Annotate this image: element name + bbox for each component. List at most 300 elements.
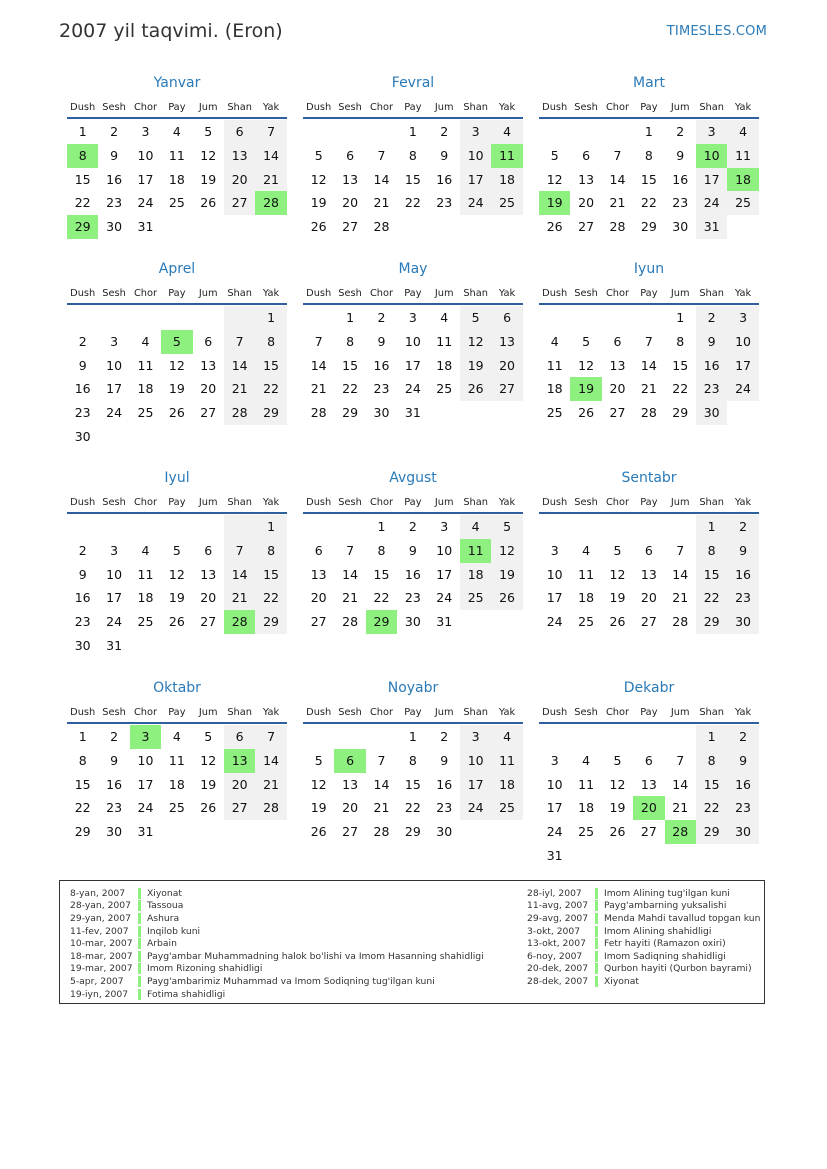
day-cell: 18 <box>727 168 758 192</box>
day-cell: 26 <box>491 586 522 610</box>
empty-cell <box>161 215 192 239</box>
day-cell: 5 <box>314 147 323 163</box>
weekday-label: Chor <box>605 287 630 299</box>
legend-marker <box>138 976 141 987</box>
empty-cell <box>665 725 696 749</box>
empty-cell <box>161 306 192 330</box>
day-grid <box>303 725 523 844</box>
day-cell: 25 <box>168 195 185 211</box>
empty-cell <box>602 515 633 539</box>
weekday-label: Sesh <box>574 496 598 508</box>
weekday-label: Dush <box>542 496 568 508</box>
month-name: Iyul <box>164 470 190 486</box>
legend-row <box>70 963 484 976</box>
day-cell: 15 <box>373 566 390 582</box>
day-cell: 2 <box>727 515 758 539</box>
day-cell: 17 <box>404 357 421 373</box>
weekday-label: Pay <box>168 287 186 299</box>
day-cell: 28 <box>672 614 689 630</box>
legend-marker <box>138 900 141 911</box>
legend-row <box>527 937 760 950</box>
legend-date: 19-mar, 2007 <box>70 963 133 975</box>
legend-row <box>70 988 484 1001</box>
day-cell: 30 <box>404 614 421 630</box>
month-dekabr <box>539 678 759 868</box>
weekday-label: Shan <box>699 287 724 299</box>
day-cell: 19 <box>609 800 626 816</box>
day-cell: 23 <box>74 405 91 421</box>
day-grid <box>67 725 287 844</box>
legend-date: 3-okt, 2007 <box>527 925 581 937</box>
day-cell: 8 <box>696 749 727 773</box>
weekday-label: Dush <box>542 287 568 299</box>
day-cell: 22 <box>373 590 390 606</box>
day-cell: 16 <box>727 563 758 587</box>
day-cell: 1 <box>78 729 87 744</box>
holiday-legend <box>59 880 765 1004</box>
day-cell: 24 <box>696 191 727 215</box>
empty-cell <box>570 844 601 868</box>
weekday-header <box>67 492 287 514</box>
day-cell: 21 <box>224 586 255 610</box>
empty-cell <box>161 634 192 658</box>
day-cell: 16 <box>436 776 453 792</box>
day-cell: 26 <box>310 824 327 840</box>
day-cell: 19 <box>200 171 217 187</box>
day-cell: 21 <box>310 381 327 397</box>
empty-cell <box>460 610 491 634</box>
legend-holiday-name: Payg'ambarimiz Muhammad va Imom Sodiqning tug'ilgan kuni <box>147 975 435 987</box>
day-cell: 13 <box>640 776 657 792</box>
legend-holiday-name: Fetr hayiti (Ramazon oxiri) <box>604 938 726 950</box>
day-cell: 3 <box>460 725 491 749</box>
day-cell: 9 <box>440 752 449 768</box>
day-cell: 7 <box>255 120 286 144</box>
day-cell: 28 <box>373 824 390 840</box>
month-name: Fevral <box>391 75 435 91</box>
empty-cell <box>161 515 192 539</box>
day-cell: 28 <box>224 610 255 634</box>
day-cell: 28 <box>609 219 626 235</box>
weekday-label: Shan <box>227 287 252 299</box>
day-cell: 10 <box>436 542 453 558</box>
day-cell: 25 <box>546 405 563 421</box>
day-cell: 18 <box>578 800 595 816</box>
day-cell: 5 <box>204 729 213 744</box>
day-cell: 10 <box>106 566 123 582</box>
weekday-label: Yak <box>734 287 752 299</box>
weekday-label: Yak <box>498 101 516 113</box>
day-cell: 16 <box>106 171 123 187</box>
day-cell: 8 <box>696 539 727 563</box>
day-cell: 28 <box>255 796 286 820</box>
weekday-label: Pay <box>168 706 186 718</box>
day-cell: 12 <box>578 357 595 373</box>
day-cell: 22 <box>255 586 286 610</box>
legend-row <box>527 887 760 900</box>
day-cell: 3 <box>408 310 417 325</box>
day-cell: 11 <box>491 749 522 773</box>
empty-cell <box>539 120 570 144</box>
weekday-label: Yak <box>734 706 752 718</box>
weekday-label: Jum <box>670 287 690 299</box>
legend-marker <box>138 938 141 949</box>
weekday-header <box>303 492 523 514</box>
day-cell: 24 <box>436 590 453 606</box>
weekday-label: Pay <box>404 101 422 113</box>
day-cell: 26 <box>168 405 185 421</box>
page-title: 2007 yil taqvimi. (Eron) <box>59 20 283 42</box>
legend-marker <box>595 926 598 937</box>
day-cell: 9 <box>440 147 449 163</box>
month-avgust <box>303 468 523 634</box>
day-cell: 24 <box>727 377 758 401</box>
empty-cell <box>193 306 224 330</box>
day-cell: 18 <box>491 773 522 797</box>
day-cell: 19 <box>570 377 601 401</box>
day-cell: 15 <box>672 357 689 373</box>
day-cell: 28 <box>255 191 286 215</box>
day-cell: 6 <box>204 333 213 349</box>
day-cell: 22 <box>74 800 91 816</box>
day-cell: 20 <box>342 800 359 816</box>
empty-cell <box>570 515 601 539</box>
day-cell: 29 <box>672 405 689 421</box>
day-cell: 21 <box>373 800 390 816</box>
legend-holiday-name: Imom Sadiqning shahidligi <box>604 950 726 962</box>
day-cell: 25 <box>727 191 758 215</box>
day-cell: 9 <box>676 147 685 163</box>
legend-date: 19-iyn, 2007 <box>70 988 129 1000</box>
empty-cell <box>193 425 224 449</box>
day-grid <box>539 120 759 239</box>
day-cell: 16 <box>106 776 123 792</box>
empty-cell <box>491 401 522 425</box>
empty-cell <box>255 215 286 239</box>
day-cell: 25 <box>491 796 522 820</box>
weekday-label: Sesh <box>102 101 126 113</box>
empty-cell <box>130 306 161 330</box>
weekday-label: Sesh <box>102 287 126 299</box>
day-cell: 12 <box>168 357 185 373</box>
day-cell: 27 <box>491 377 522 401</box>
day-cell: 17 <box>460 773 491 797</box>
day-cell: 24 <box>137 195 154 211</box>
day-cell: 1 <box>644 124 653 139</box>
weekday-header <box>67 702 287 724</box>
weekday-label: Dush <box>542 101 568 113</box>
day-cell: 18 <box>137 590 154 606</box>
legend-row <box>70 975 484 988</box>
legend-row <box>70 887 484 900</box>
day-cell: 15 <box>342 357 359 373</box>
weekday-label: Sesh <box>102 706 126 718</box>
weekday-label: Shan <box>699 101 724 113</box>
empty-cell <box>303 725 334 749</box>
day-cell: 1 <box>676 310 685 325</box>
day-cell: 6 <box>613 333 622 349</box>
day-cell: 1 <box>408 729 417 744</box>
day-cell: 21 <box>224 377 255 401</box>
day-grid <box>539 306 759 425</box>
weekday-label: Pay <box>640 101 658 113</box>
day-cell: 28 <box>224 401 255 425</box>
day-cell: 25 <box>436 381 453 397</box>
day-cell: 27 <box>640 824 657 840</box>
day-cell: 24 <box>546 614 563 630</box>
brand-link[interactable]: TIMESLES.COM <box>666 24 767 39</box>
legend-row <box>70 912 484 925</box>
empty-cell <box>334 725 365 749</box>
day-cell: 30 <box>106 219 123 235</box>
legend-holiday-name: Fotima shahidligi <box>147 988 226 1000</box>
legend-marker <box>138 951 141 962</box>
day-cell: 11 <box>460 539 491 563</box>
day-cell: 6 <box>644 752 653 768</box>
day-cell: 4 <box>141 333 150 349</box>
day-cell: 23 <box>727 586 758 610</box>
legend-marker <box>595 951 598 962</box>
weekday-label: Dush <box>306 706 332 718</box>
day-cell: 31 <box>106 637 123 653</box>
empty-cell <box>161 425 192 449</box>
legend-row <box>70 950 484 963</box>
weekday-label: Sesh <box>338 706 362 718</box>
day-cell: 26 <box>200 800 217 816</box>
day-cell: 10 <box>137 752 154 768</box>
day-cell: 1 <box>696 515 727 539</box>
day-cell: 5 <box>460 306 491 330</box>
day-cell: 29 <box>255 610 286 634</box>
day-cell: 14 <box>224 354 255 378</box>
day-cell: 22 <box>672 381 689 397</box>
weekday-label: Pay <box>168 496 186 508</box>
day-cell: 3 <box>440 519 449 534</box>
empty-cell <box>539 306 570 330</box>
day-cell: 20 <box>224 773 255 797</box>
day-cell: 23 <box>74 614 91 630</box>
month-name: Avgust <box>389 470 437 486</box>
day-cell: 24 <box>137 800 154 816</box>
legend-row <box>527 912 760 925</box>
day-cell: 5 <box>582 333 591 349</box>
day-cell: 27 <box>200 405 217 421</box>
day-cell: 14 <box>224 563 255 587</box>
day-cell: 1 <box>78 124 87 139</box>
day-cell: 7 <box>314 333 323 349</box>
empty-cell <box>366 725 397 749</box>
weekday-header <box>539 97 759 119</box>
weekday-label: Yak <box>498 496 516 508</box>
legend-column-right <box>527 887 760 988</box>
empty-cell <box>727 215 758 239</box>
weekday-label: Dush <box>70 287 96 299</box>
empty-cell <box>67 306 98 330</box>
day-cell: 16 <box>436 171 453 187</box>
day-cell: 14 <box>255 749 286 773</box>
day-cell: 19 <box>200 776 217 792</box>
day-cell: 3 <box>550 752 559 768</box>
weekday-label: Jum <box>198 101 218 113</box>
day-cell: 2 <box>727 725 758 749</box>
day-cell: 26 <box>310 219 327 235</box>
day-cell: 26 <box>460 377 491 401</box>
day-cell: 13 <box>224 144 255 168</box>
day-cell: 2 <box>110 729 119 744</box>
weekday-label: Pay <box>404 287 422 299</box>
weekday-label: Jum <box>670 706 690 718</box>
day-cell: 23 <box>727 796 758 820</box>
weekday-label: Yak <box>734 101 752 113</box>
day-cell: 29 <box>255 401 286 425</box>
weekday-header <box>303 702 523 724</box>
day-cell: 24 <box>106 614 123 630</box>
day-cell: 24 <box>460 191 491 215</box>
day-cell: 27 <box>609 405 626 421</box>
empty-cell <box>98 515 129 539</box>
day-cell: 7 <box>676 542 685 558</box>
day-cell: 3 <box>550 542 559 558</box>
day-cell: 24 <box>106 405 123 421</box>
empty-cell <box>633 844 664 868</box>
month-sentabr <box>539 468 759 634</box>
day-cell: 29 <box>696 820 727 844</box>
legend-row <box>527 950 760 963</box>
day-cell: 13 <box>342 776 359 792</box>
legend-marker <box>595 963 598 974</box>
legend-holiday-name: Imom Rizoning shahidligi <box>147 963 263 975</box>
weekday-label: Yak <box>262 287 280 299</box>
legend-holiday-name: Payg'ambarning yuksalishi <box>604 900 727 912</box>
weekday-label: Pay <box>640 706 658 718</box>
day-cell: 18 <box>546 381 563 397</box>
day-cell: 11 <box>578 566 595 582</box>
day-cell: 25 <box>578 614 595 630</box>
empty-cell <box>570 120 601 144</box>
day-cell: 22 <box>696 796 727 820</box>
day-cell: 16 <box>696 354 727 378</box>
weekday-label: Pay <box>168 101 186 113</box>
legend-date: 28-iyl, 2007 <box>527 887 582 899</box>
legend-marker <box>138 963 141 974</box>
legend-holiday-name: Arbain <box>147 938 177 950</box>
day-cell: 27 <box>342 824 359 840</box>
day-cell: 8 <box>67 144 98 168</box>
day-cell: 6 <box>314 542 323 558</box>
legend-date: 28-yan, 2007 <box>70 900 131 912</box>
day-cell: 14 <box>672 776 689 792</box>
day-grid <box>67 515 287 658</box>
weekday-label: Shan <box>227 101 252 113</box>
day-cell: 31 <box>696 215 727 239</box>
day-cell: 4 <box>550 333 559 349</box>
weekday-label: Jum <box>198 496 218 508</box>
day-cell: 10 <box>727 330 758 354</box>
weekday-label: Jum <box>670 496 690 508</box>
empty-cell <box>602 844 633 868</box>
empty-cell <box>602 306 633 330</box>
empty-cell <box>727 401 758 425</box>
day-cell: 3 <box>727 306 758 330</box>
day-cell: 19 <box>539 191 570 215</box>
day-cell: 30 <box>74 428 91 444</box>
day-grid <box>539 515 759 634</box>
empty-cell <box>255 820 286 844</box>
month-name: Iyun <box>633 261 665 277</box>
legend-holiday-name: Payg'ambar Muhammadning halok bo'lishi va Imom Hasanning shahidligi <box>147 950 484 962</box>
empty-cell <box>67 515 98 539</box>
weekday-label: Shan <box>699 496 724 508</box>
weekday-label: Pay <box>404 706 422 718</box>
empty-cell <box>98 306 129 330</box>
empty-cell <box>696 844 727 868</box>
day-cell: 6 <box>644 542 653 558</box>
day-cell: 7 <box>644 333 653 349</box>
day-cell: 11 <box>546 357 563 373</box>
day-cell: 7 <box>613 147 622 163</box>
day-cell: 26 <box>168 614 185 630</box>
day-cell: 27 <box>224 191 255 215</box>
empty-cell <box>224 634 255 658</box>
day-cell: 7 <box>224 539 255 563</box>
weekday-header <box>303 283 523 305</box>
day-cell: 20 <box>633 796 664 820</box>
legend-row <box>527 963 760 976</box>
day-cell: 9 <box>110 147 119 163</box>
day-cell: 8 <box>676 333 685 349</box>
weekday-header <box>539 702 759 724</box>
weekday-label: Shan <box>699 706 724 718</box>
day-cell: 4 <box>440 310 449 325</box>
empty-cell <box>303 306 334 330</box>
day-cell: 29 <box>696 610 727 634</box>
legend-column-left <box>70 887 484 1000</box>
empty-cell <box>460 401 491 425</box>
day-cell: 12 <box>310 776 327 792</box>
legend-row <box>70 937 484 950</box>
day-cell: 25 <box>460 586 491 610</box>
day-cell: 8 <box>78 752 87 768</box>
day-cell: 4 <box>491 725 522 749</box>
day-cell: 21 <box>672 800 689 816</box>
day-cell: 10 <box>137 147 154 163</box>
empty-cell <box>193 820 224 844</box>
legend-marker <box>595 976 598 987</box>
weekday-label: Yak <box>734 496 752 508</box>
day-cell: 8 <box>408 752 417 768</box>
legend-holiday-name: Inqilob kuni <box>147 925 201 937</box>
weekday-label: Dush <box>306 287 332 299</box>
weekday-label: Yak <box>498 287 516 299</box>
weekday-label: Chor <box>605 706 630 718</box>
day-cell: 11 <box>491 144 522 168</box>
day-cell: 2 <box>696 306 727 330</box>
legend-date: 5-apr, 2007 <box>70 975 124 987</box>
day-cell: 3 <box>130 725 161 749</box>
legend-marker <box>595 938 598 949</box>
day-cell: 5 <box>550 147 559 163</box>
day-cell: 9 <box>696 330 727 354</box>
day-cell: 17 <box>460 168 491 192</box>
day-cell: 18 <box>137 381 154 397</box>
day-cell: 24 <box>404 381 421 397</box>
day-cell: 4 <box>491 120 522 144</box>
weekday-label: Chor <box>369 287 394 299</box>
weekday-label: Yak <box>498 706 516 718</box>
day-grid <box>303 306 523 425</box>
weekday-label: Jum <box>434 287 454 299</box>
empty-cell <box>429 401 460 425</box>
